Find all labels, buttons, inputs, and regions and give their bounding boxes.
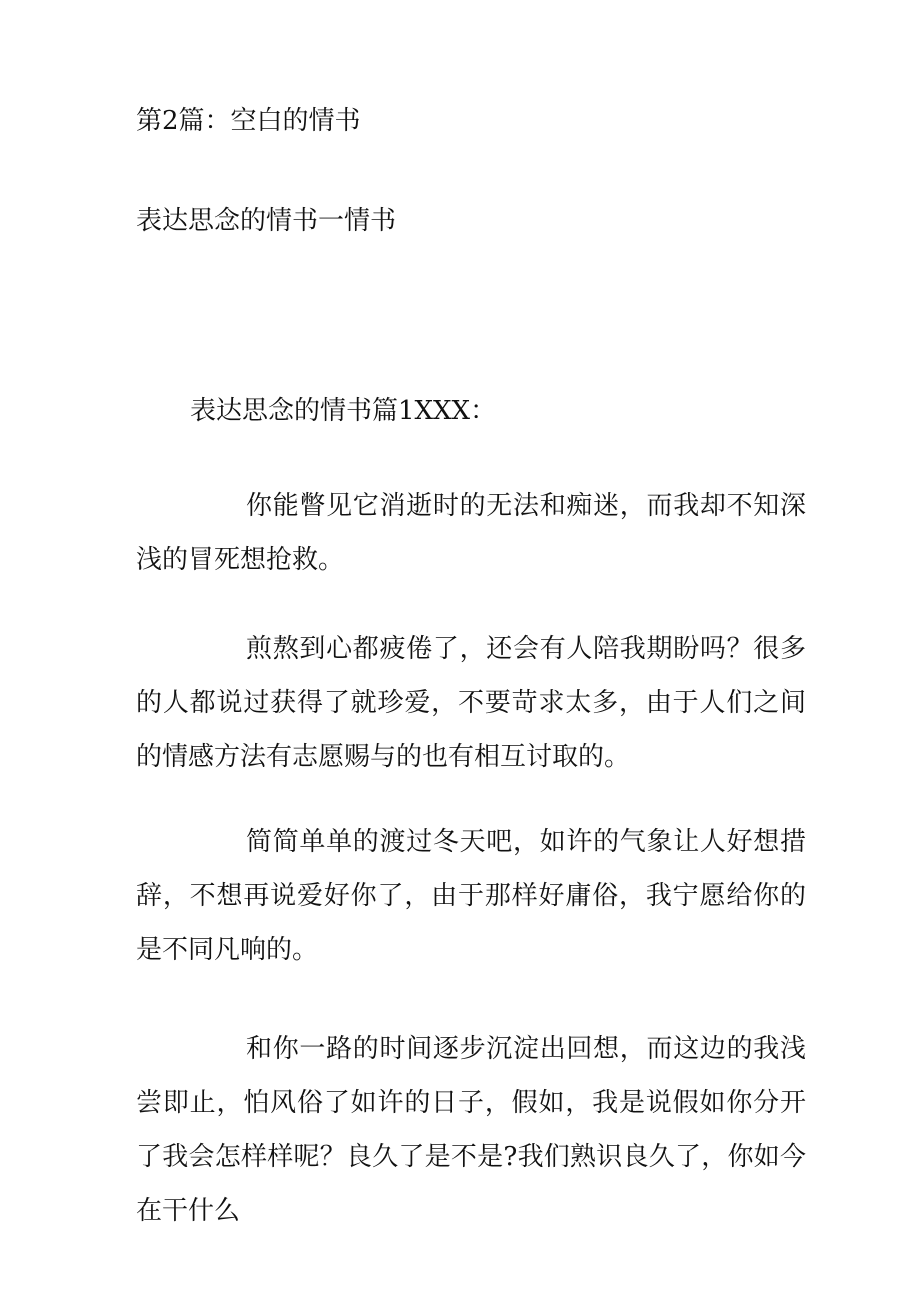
document-subtitle: 表达思念的情书一情书 — [136, 206, 397, 236]
document-heading: 第2篇：空白的情书 — [136, 106, 361, 136]
paragraph-4: 和你一路的时间逐步沉淀出回想，而这边的我浅尝即止，怕风俗了如许的日子，假如，我是说假如你分开了我会怎样样呢？良久了是不是?我们熟识良久了，你如今在干什么 — [136, 1034, 806, 1226]
paragraph-1: 你能瞥见它消逝时的无法和痴迷，而我却不知深浅的冒死想抢救。 — [136, 491, 806, 575]
section-title: 表达思念的情书篇1XXX： — [190, 396, 497, 426]
paragraph-3: 简简单单的渡过冬天吧，如许的气象让人好想措辞，不想再说爱好你了，由于那样好庸俗，我宁愿给你的是不同凡响的。 — [136, 827, 806, 965]
paragraph-2: 煎熬到心都疲倦了，还会有人陪我期盼吗？很多的人都说过获得了就珍爱，不要苛求太多，由于人们之间的情感方法有志愿赐与的也有相互讨取的。 — [136, 634, 806, 772]
